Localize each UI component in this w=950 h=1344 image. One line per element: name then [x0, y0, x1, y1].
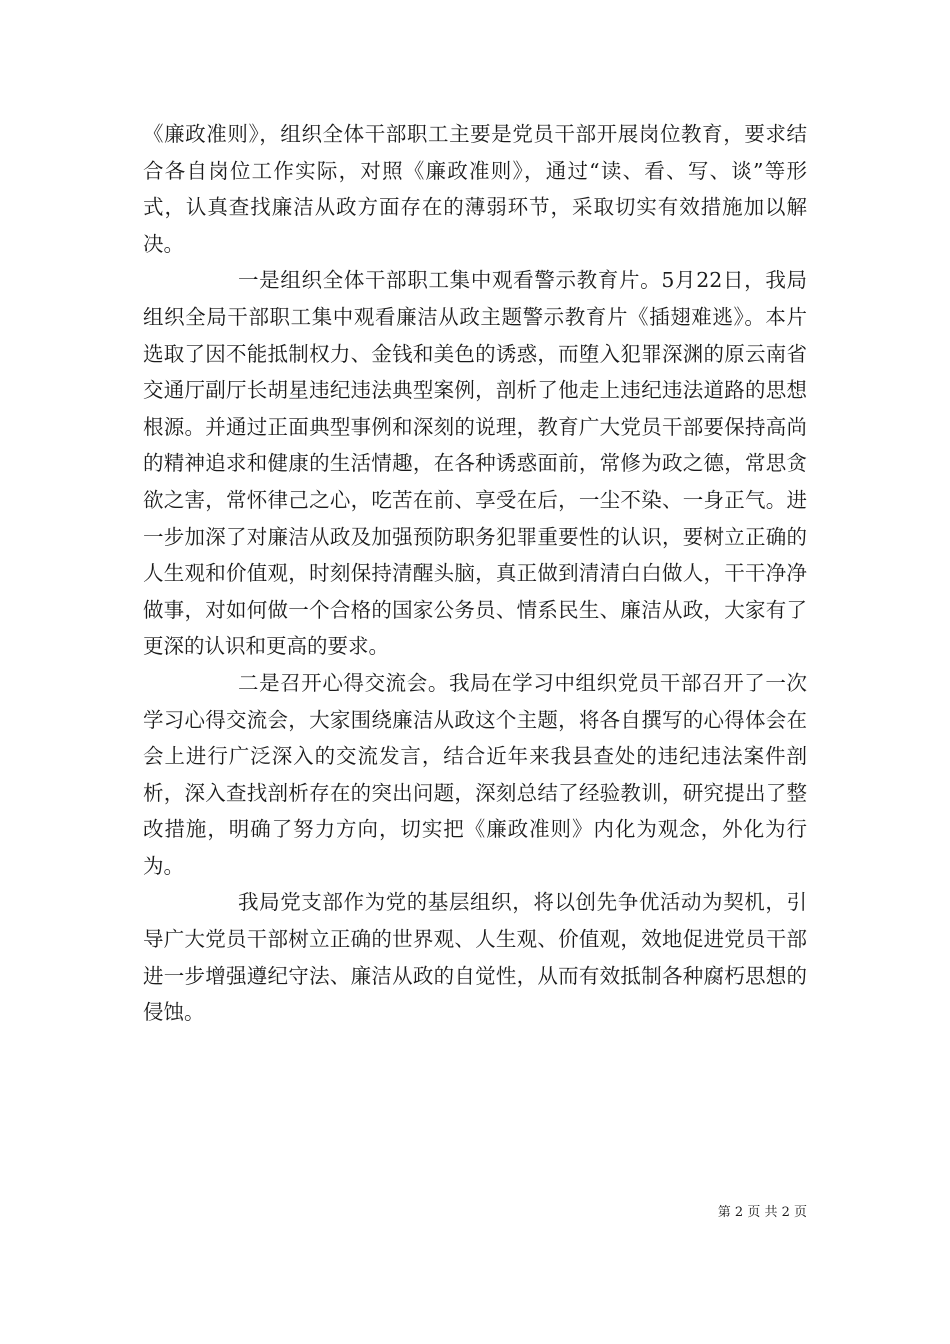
page-number-footer: 第 2 页 共 2 页 [717, 1205, 807, 1220]
paragraph-experience-exchange: 二是召开心得交流会。我局在学习中组织党员干部召开了一次学习心得交流会，大家围绕廉洁从政这个主题，将各自撰写的心得体会在会上进行广泛深入的交流发言，结合近年来我县查处的违纪违法案件剖析，深入查找剖析存在的突出问题，深刻总结了经验教训，研究提出了整改措施，明确了努力方向，切实把《廉政准则》内化为观念，外化为行为。 [143, 670, 807, 878]
document-body [143, 116, 807, 1031]
paragraph-continuation: 《廉政准则》，组织全体干部职工主要是党员干部开展岗位教育，要求结合各自岗位工作实际，对照《廉政准则》，通过“读、看、写、谈”等形式，认真查找廉洁从政方面存在的薄弱环节，采取切实有效措施加以解决。 [143, 122, 807, 256]
paragraph-conclusion: 我局党支部作为党的基层组织，将以创先争优活动为契机，引导广大党员干部树立正确的世界观、人生观、价值观，效地促进党员干部进一步增强遵纪守法、廉洁从政的自觉性，从而有效抵制各种腐朽思想的侵蚀。 [143, 890, 807, 1025]
paragraph-warning-film: 一是组织全体干部职工集中观看警示教育片。5月22日，我局组织全局干部职工集中观看廉洁从政主题警示教育片《插翅难逃》。本片选取了因不能抵制权力、金钱和美色的诱惑，而堕入犯罪深渊的原云南省交通厅副厅长胡星违纪违法典型案例，剖析了他走上违纪违法道路的思想根源。并通过正面典型事例和深刻的说理，教育广大党员干部要保持高尚的精神追求和健康的生活情趣，在各种诱惑面前，常修为政之德，常思贪欲之害，常怀律己之心，吃苦在前、享受在后，一尘不染、一身正气。进一步加深了对廉洁从政及加强预防职务犯罪重要性的认识，要树立正确的人生观和价值观，时刻保持清醒头脑，真正做到清清白白做人，干干净净做事，对如何做一个合格的国家公务员、情系民生、廉洁从政，大家有了更深的认识和更高的要求。 [143, 268, 807, 659]
